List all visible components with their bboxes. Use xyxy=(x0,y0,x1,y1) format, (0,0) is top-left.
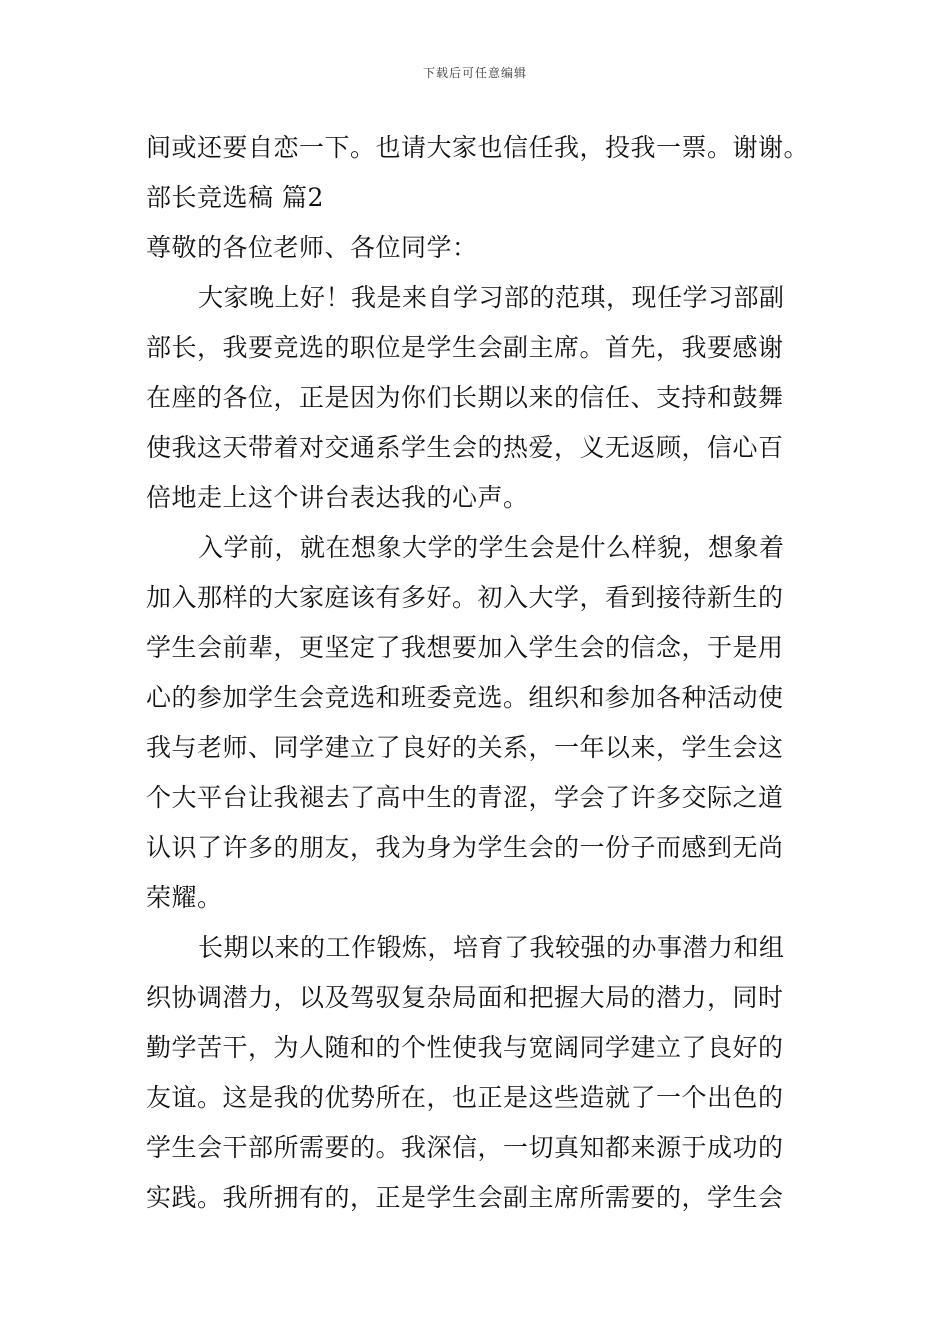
document-body xyxy=(146,123,816,1223)
paragraph-2-line: 心的参加学生会竞选和班委竞选。组织和参加各种活动使 xyxy=(146,683,784,712)
paragraph-1-line: 部长，我要竞选的职位是学生会副主席。首先，我要感谢 xyxy=(146,333,784,362)
header-note: 下载后可任意编辑 xyxy=(422,66,527,80)
paragraph-2-line: 认识了许多的朋友，我为身为学生会的一份子而感到无尚 xyxy=(146,833,784,862)
paragraph-1-line: 在座的各位，正是因为你们长期以来的信任、支持和鼓舞 xyxy=(146,383,784,412)
paragraph-2-line: 入学前，就在想象大学的学生会是什么样貌，想象着 xyxy=(198,533,785,562)
paragraph-1-line: 大家晚上好！我是来自学习部的范琪，现任学习部副 xyxy=(198,283,785,312)
salutation: 尊敬的各位老师、各位同学： xyxy=(146,233,478,262)
paragraph-2-line: 加入那样的大家庭该有多好。初入大学，看到接待新生的 xyxy=(146,583,784,612)
paragraph-3-line: 长期以来的工作锻炼，培育了我较强的办事潜力和组 xyxy=(198,933,785,962)
paragraph-3-line: 学生会干部所需要的。我深信，一切真知都来源于成功的 xyxy=(146,1133,784,1162)
paragraph-2-line: 荣耀。 xyxy=(146,883,223,912)
paragraph-1-line: 倍地走上这个讲台表达我的心声。 xyxy=(146,483,529,512)
section-heading: 部长竞选稿 篇2 xyxy=(146,183,324,212)
text-line: 间或还要自恋一下。也请大家也信任我，投我一票。谢谢。 xyxy=(146,133,810,162)
paragraph-3-line: 勤学苦干，为人随和的个性使我与宽阔同学建立了良好的 xyxy=(146,1033,784,1062)
paragraph-3-line: 友谊。这是我的优势所在，也正是这些造就了一个出色的 xyxy=(146,1083,784,1112)
paragraph-3-line: 织协调潜力，以及驾驭复杂局面和把握大局的潜力，同时 xyxy=(146,983,784,1012)
paragraph-1-line: 使我这天带着对交通系学生会的热爱，义无返顾，信心百 xyxy=(146,433,784,462)
paragraph-2-line: 学生会前辈，更坚定了我想要加入学生会的信念，于是用 xyxy=(146,633,784,662)
paragraph-2-line: 个大平台让我褪去了高中生的青涩，学会了许多交际之道 xyxy=(146,783,784,812)
paragraph-3-line: 实践。我所拥有的，正是学生会副主席所需要的，学生会 xyxy=(146,1183,784,1212)
paragraph-2-line: 我与老师、同学建立了良好的关系，一年以来，学生会这 xyxy=(146,733,784,762)
